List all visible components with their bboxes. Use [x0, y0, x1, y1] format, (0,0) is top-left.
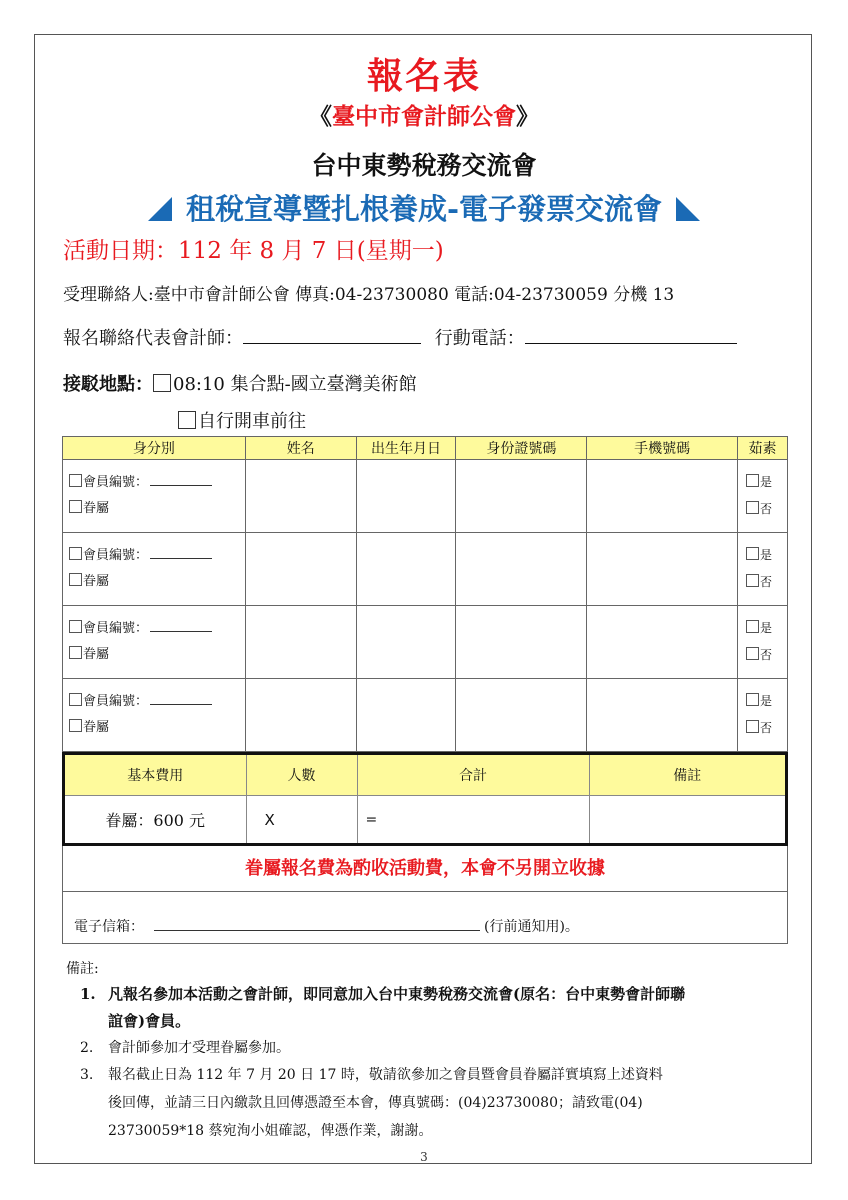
email-row — [62, 891, 788, 944]
family-checkbox[interactable] — [69, 500, 82, 513]
cpa-field[interactable] — [243, 325, 421, 344]
vegetarian-cell — [738, 606, 788, 679]
birthdate-cell[interactable] — [356, 606, 456, 679]
family-label: 眷屬 — [83, 501, 110, 516]
member-checkbox[interactable] — [69, 547, 82, 560]
member-label: 會員編號： — [83, 475, 149, 490]
email-label: 電子信箱： — [74, 919, 144, 935]
member-number-field[interactable] — [150, 619, 212, 632]
member-checkbox[interactable] — [69, 474, 82, 487]
identity-cell — [63, 679, 246, 752]
pickup-checkbox-self-drive[interactable] — [178, 411, 196, 429]
fee-amount: 眷屬：600 元 — [65, 796, 246, 844]
header-total: 合計 — [357, 755, 589, 796]
member-number-field[interactable] — [150, 473, 212, 486]
fee-row — [65, 796, 785, 844]
veg-yes-label: 是 — [760, 621, 773, 635]
veg-yes-label: 是 — [760, 694, 773, 708]
id-number-cell[interactable] — [456, 606, 587, 679]
mobile-label: 行動電話： — [434, 328, 525, 349]
family-label: 眷屬 — [83, 574, 110, 589]
remark-item-1 — [80, 983, 685, 1004]
identity-cell — [63, 460, 246, 533]
family-label: 眷屬 — [83, 647, 110, 662]
pickup-label: 接駁地點： — [63, 374, 153, 395]
name-cell[interactable] — [245, 460, 356, 533]
veg-yes-label: 是 — [760, 548, 773, 562]
member-checkbox[interactable] — [69, 693, 82, 706]
veg-no-label: 否 — [760, 575, 773, 589]
table-row — [63, 460, 788, 533]
header-headcount: 人數 — [246, 755, 357, 796]
remark-item-3-cont: 後回傳，並請三日內繳款且回傳憑證至本會，傳真號碼：(04)23730080；請致電(04) — [108, 1095, 643, 1111]
vegetarian-cell — [738, 460, 788, 533]
table-row — [63, 679, 788, 752]
identity-cell — [63, 533, 246, 606]
org-name: 臺中市會計師公會 — [332, 103, 516, 130]
email-field[interactable] — [154, 918, 480, 931]
veg-yes-checkbox[interactable] — [746, 693, 759, 706]
member-number-field[interactable] — [150, 692, 212, 705]
table-header-row — [63, 437, 788, 460]
member-label: 會員編號： — [83, 548, 149, 563]
member-label: 會員編號： — [83, 694, 149, 709]
veg-no-checkbox[interactable] — [746, 501, 759, 514]
name-cell[interactable] — [245, 606, 356, 679]
multiply-sign: X — [264, 810, 275, 829]
header-id-number: 身份證號碼 — [456, 437, 587, 460]
table-row — [63, 533, 788, 606]
mobile-field[interactable] — [525, 325, 737, 344]
fee-header-row — [65, 755, 785, 796]
remark-item-3-cont2: 23730059*18 蔡宛洵小姐確認，俾憑作業，謝謝。 — [108, 1123, 433, 1139]
family-checkbox[interactable] — [69, 573, 82, 586]
veg-no-checkbox[interactable] — [746, 720, 759, 733]
registration-table — [62, 436, 788, 752]
id-number-cell[interactable] — [456, 679, 587, 752]
veg-yes-checkbox[interactable] — [746, 547, 759, 560]
pickup-option-1 — [63, 370, 417, 396]
member-checkbox[interactable] — [69, 620, 82, 633]
veg-yes-checkbox[interactable] — [746, 474, 759, 487]
headcount-cell[interactable] — [246, 796, 357, 844]
org-bracket-open: 《 — [309, 103, 332, 130]
veg-no-label: 否 — [760, 502, 773, 516]
name-cell[interactable] — [245, 533, 356, 606]
mobile-cell[interactable] — [587, 606, 738, 679]
header-vegetarian: 茹素 — [738, 437, 788, 460]
header-identity: 身分別 — [63, 437, 246, 460]
org-bracket-close: 》 — [516, 103, 539, 130]
page-number: 3 — [420, 1150, 428, 1164]
remark-item-3 — [80, 1064, 663, 1084]
triangle-left-icon — [148, 197, 172, 221]
family-checkbox[interactable] — [69, 646, 82, 659]
mobile-cell[interactable] — [587, 679, 738, 752]
organization-name — [0, 98, 848, 131]
pickup-option-2 — [178, 407, 306, 433]
birthdate-cell[interactable] — [356, 679, 456, 752]
header-basic-fee: 基本費用 — [65, 755, 246, 796]
representative-row — [63, 324, 737, 350]
veg-no-label: 否 — [760, 721, 773, 735]
family-label: 眷屬 — [83, 720, 110, 735]
veg-no-checkbox[interactable] — [746, 574, 759, 587]
header-mobile: 手機號碼 — [587, 437, 738, 460]
identity-cell — [63, 606, 246, 679]
event-title — [0, 187, 848, 228]
contact-info: 受理聯絡人:臺中市會計師公會 傳真:04-23730080 電話:04-23730059 分機 13 — [63, 285, 675, 305]
remarks-heading: 備註: — [66, 961, 99, 977]
birthdate-cell[interactable] — [356, 460, 456, 533]
veg-yes-checkbox[interactable] — [746, 620, 759, 633]
veg-yes-label: 是 — [760, 475, 773, 489]
member-number-field[interactable] — [150, 546, 212, 559]
header-birthdate: 出生年月日 — [356, 437, 456, 460]
event-name: 租稅宣導暨扎根養成-電子發票交流會 — [185, 192, 663, 226]
remark-text: 報名截止日為 112 年 7 月 20 日 17 時，敬請欲參加之會員暨會員眷屬詳實填寫上述資料 — [108, 1067, 663, 1083]
family-checkbox[interactable] — [69, 719, 82, 732]
event-date: 活動日期：112 年 8 月 7 日(星期一) — [63, 238, 444, 264]
remark-number: 1. — [80, 985, 96, 1003]
fee-remarks-cell[interactable] — [589, 796, 785, 844]
remark-item-1-cont: 誼會)會員。 — [108, 1012, 191, 1030]
total-cell[interactable] — [357, 796, 589, 844]
equals-sign: = — [365, 811, 378, 828]
remark-text: 會計師參加才受理眷屬參加。 — [108, 1040, 290, 1056]
vegetarian-cell — [738, 533, 788, 606]
pickup-checkbox-museum[interactable] — [153, 374, 171, 392]
remark-item-2 — [80, 1037, 290, 1057]
form-title: 報名表 — [366, 55, 481, 97]
remark-text: 凡報名參加本活動之會計師，即同意加入台中東勢稅務交流會(原名：台中東勢會計師聯 — [108, 985, 686, 1003]
remark-number: 2. — [80, 1040, 94, 1056]
member-label: 會員編號： — [83, 621, 149, 636]
veg-no-label: 否 — [760, 648, 773, 662]
fee-summary-table — [62, 752, 788, 846]
email-note: (行前通知用)。 — [484, 919, 579, 935]
mobile-cell[interactable] — [587, 533, 738, 606]
id-number-cell[interactable] — [456, 533, 587, 606]
vegetarian-cell — [738, 679, 788, 752]
pickup-option-label: 自行開車前往 — [198, 411, 306, 432]
header-name: 姓名 — [245, 437, 356, 460]
name-cell[interactable] — [245, 679, 356, 752]
triangle-right-icon — [676, 197, 700, 221]
cpa-label: 報名聯絡代表會計師： — [63, 328, 243, 349]
mobile-cell[interactable] — [587, 460, 738, 533]
header-remarks: 備註 — [589, 755, 785, 796]
veg-no-checkbox[interactable] — [746, 647, 759, 660]
table-row — [63, 606, 788, 679]
id-number-cell[interactable] — [456, 460, 587, 533]
fee-notice: 眷屬報名費為酌收活動費，本會不另開立收據 — [62, 846, 788, 892]
association-name: 台中東勢稅務交流會 — [311, 151, 537, 180]
birthdate-cell[interactable] — [356, 533, 456, 606]
remark-number: 3. — [80, 1067, 94, 1083]
pickup-option-label: 08:10 集合點-國立臺灣美術館 — [173, 374, 417, 395]
